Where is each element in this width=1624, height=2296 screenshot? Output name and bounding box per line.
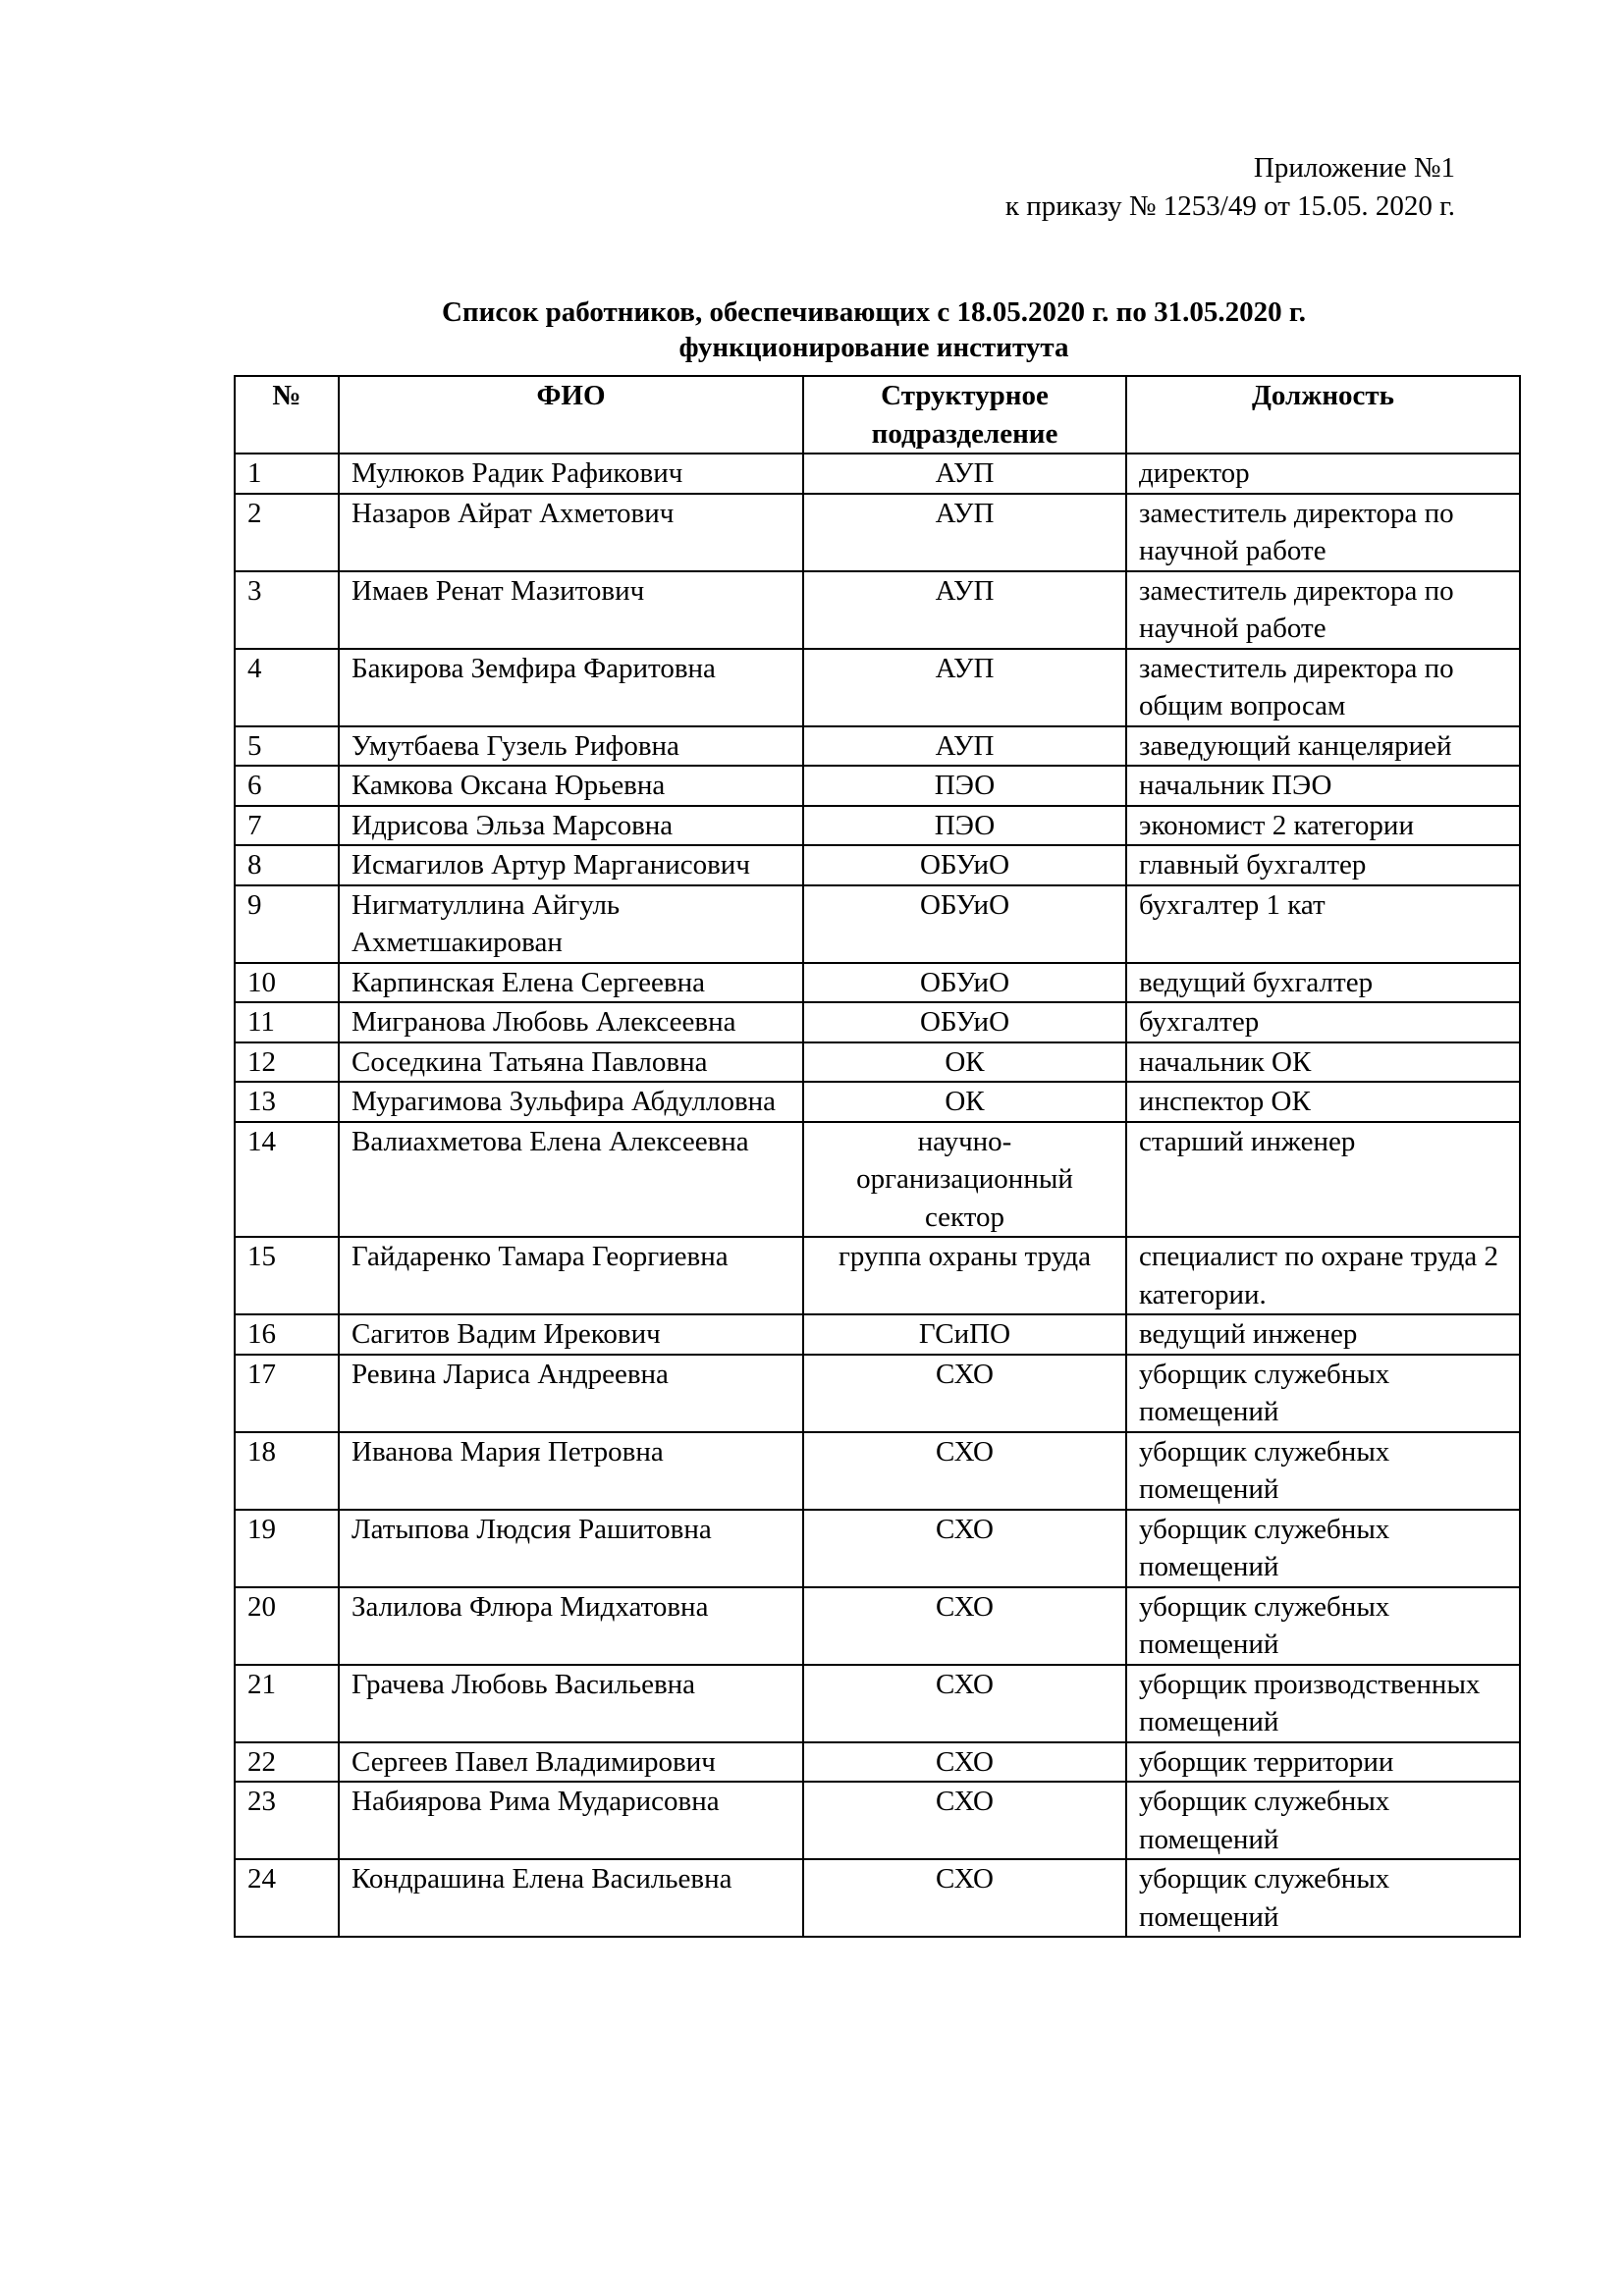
job-position: уборщик территории (1126, 1742, 1520, 1783)
row-number: 2 (235, 494, 339, 571)
column-header-department: Структурное подразделение (803, 376, 1126, 454)
appendix-header (1005, 149, 1455, 226)
job-position: начальник ПЭО (1126, 766, 1520, 806)
row-number: 7 (235, 806, 339, 846)
department: ПЭО (803, 766, 1126, 806)
row-number: 19 (235, 1510, 339, 1587)
employee-name: Грачева Любовь Васильевна (339, 1665, 803, 1742)
employee-name: Ревина Лариса Андреевна (339, 1355, 803, 1432)
department: научно-организационный сектор (803, 1122, 1126, 1238)
row-number: 24 (235, 1859, 339, 1937)
table-row (235, 885, 1520, 963)
job-position: уборщик служебных помещений (1126, 1355, 1520, 1432)
table-row (235, 726, 1520, 767)
table-row (235, 1355, 1520, 1432)
department: СХО (803, 1859, 1126, 1937)
table-row (235, 1859, 1520, 1937)
department: группа охраны труда (803, 1237, 1126, 1314)
table-header (235, 376, 1520, 454)
employee-name: Мурагимова Зульфира Абдулловна (339, 1082, 803, 1122)
table-row (235, 1237, 1520, 1314)
job-position: заместитель директора по общим вопросам (1126, 649, 1520, 726)
department: ОК (803, 1082, 1126, 1122)
table-row (235, 1042, 1520, 1083)
row-number: 12 (235, 1042, 339, 1083)
table-row (235, 1082, 1520, 1122)
department: АУП (803, 454, 1126, 494)
order-reference: к приказу № 1253/49 от 15.05. 2020 г. (1004, 190, 1455, 222)
employee-name: Гайдаренко Тамара Георгиевна (339, 1237, 803, 1314)
department: СХО (803, 1742, 1126, 1783)
table-row (235, 1742, 1520, 1783)
department: ПЭО (803, 806, 1126, 846)
title-line-1: Список работников, обеспечивающих с 18.05.2020 г. по 31.05.2020 г. (441, 296, 1306, 328)
table-row (235, 806, 1520, 846)
row-number: 10 (235, 963, 339, 1003)
department: ОБУиО (803, 885, 1126, 963)
table-row (235, 571, 1520, 649)
table-row (235, 1122, 1520, 1238)
table-row (235, 766, 1520, 806)
job-position: заместитель директора по научной работе (1126, 571, 1520, 649)
table-row (235, 1665, 1520, 1742)
employee-name: Соседкина Татьяна Павловна (339, 1042, 803, 1083)
row-number: 21 (235, 1665, 339, 1742)
job-position: старший инженер (1126, 1122, 1520, 1238)
employee-name: Нигматуллина Айгуль Ахметшакирован (339, 885, 803, 963)
employee-name: Мулюков Радик Рафикович (339, 454, 803, 494)
department: ОБУиО (803, 963, 1126, 1003)
job-position: уборщик производственных помещений (1126, 1665, 1520, 1742)
employee-name: Назаров Айрат Ахметович (339, 494, 803, 571)
row-number: 8 (235, 845, 339, 885)
row-number: 4 (235, 649, 339, 726)
job-position: уборщик служебных помещений (1126, 1587, 1520, 1665)
employee-name: Имаев Ренат Мазитович (339, 571, 803, 649)
department: СХО (803, 1587, 1126, 1665)
employee-name: Исмагилов Артур Марганисович (339, 845, 803, 885)
department: АУП (803, 494, 1126, 571)
job-position: бухгалтер (1126, 1002, 1520, 1042)
job-position: уборщик служебных помещений (1126, 1782, 1520, 1859)
job-position: уборщик служебных помещений (1126, 1432, 1520, 1510)
document-title (236, 294, 1512, 365)
row-number: 22 (235, 1742, 339, 1783)
department: ОБУиО (803, 845, 1126, 885)
job-position: специалист по охране труда 2 категории. (1126, 1237, 1520, 1314)
employee-name: Кондрашина Елена Васильевна (339, 1859, 803, 1937)
job-position: ведущий инженер (1126, 1314, 1520, 1355)
employee-name: Умутбаева Гузель Рифовна (339, 726, 803, 767)
header-row (235, 376, 1520, 454)
job-position: уборщик служебных помещений (1126, 1859, 1520, 1937)
department: ГСиПО (803, 1314, 1126, 1355)
employee-name: Бакирова Земфира Фаритовна (339, 649, 803, 726)
department: СХО (803, 1510, 1126, 1587)
table-row (235, 1587, 1520, 1665)
row-number: 23 (235, 1782, 339, 1859)
department: СХО (803, 1782, 1126, 1859)
row-number: 3 (235, 571, 339, 649)
row-number: 13 (235, 1082, 339, 1122)
staff-table (234, 375, 1521, 1938)
row-number: 15 (235, 1237, 339, 1314)
employee-name: Иванова Мария Петровна (339, 1432, 803, 1510)
table-row (235, 1314, 1520, 1355)
department: ОБУиО (803, 1002, 1126, 1042)
column-header-position: Должность (1126, 376, 1520, 454)
employee-name: Камкова Оксана Юрьевна (339, 766, 803, 806)
department: СХО (803, 1665, 1126, 1742)
job-position: уборщик служебных помещений (1126, 1510, 1520, 1587)
row-number: 18 (235, 1432, 339, 1510)
job-position: директор (1126, 454, 1520, 494)
employee-name: Набиярова Рима Мударисовна (339, 1782, 803, 1859)
department: АУП (803, 726, 1126, 767)
employee-name: Сагитов Вадим Ирекович (339, 1314, 803, 1355)
table-row (235, 649, 1520, 726)
title-line-2: функционирование института (678, 332, 1069, 363)
table-row (235, 1432, 1520, 1510)
table-row (235, 454, 1520, 494)
appendix-label: Приложение №1 (1253, 152, 1455, 184)
row-number: 9 (235, 885, 339, 963)
job-position: начальник ОК (1126, 1042, 1520, 1083)
column-header-name: ФИО (339, 376, 803, 454)
department: АУП (803, 571, 1126, 649)
job-position: инспектор ОК (1126, 1082, 1520, 1122)
row-number: 5 (235, 726, 339, 767)
row-number: 6 (235, 766, 339, 806)
employee-name: Валиахметова Елена Алексеевна (339, 1122, 803, 1238)
table-row (235, 494, 1520, 571)
job-position: заведующий канцелярией (1126, 726, 1520, 767)
table-row (235, 1782, 1520, 1859)
employee-name: Латыпова Людсия Рашитовна (339, 1510, 803, 1587)
table-row (235, 963, 1520, 1003)
table-row (235, 845, 1520, 885)
employee-name: Идрисова Эльза Марсовна (339, 806, 803, 846)
row-number: 11 (235, 1002, 339, 1042)
employee-name: Мигранова Любовь Алексеевна (339, 1002, 803, 1042)
employee-name: Карпинская Елена Сергеевна (339, 963, 803, 1003)
employee-name: Сергеев Павел Владимирович (339, 1742, 803, 1783)
table-row (235, 1002, 1520, 1042)
department: АУП (803, 649, 1126, 726)
job-position: ведущий бухгалтер (1126, 963, 1520, 1003)
row-number: 1 (235, 454, 339, 494)
department: ОК (803, 1042, 1126, 1083)
row-number: 17 (235, 1355, 339, 1432)
row-number: 20 (235, 1587, 339, 1665)
table-row (235, 1510, 1520, 1587)
row-number: 14 (235, 1122, 339, 1238)
job-position: экономист 2 категории (1126, 806, 1520, 846)
row-number: 16 (235, 1314, 339, 1355)
column-header-number: № (235, 376, 339, 454)
job-position: бухгалтер 1 кат (1126, 885, 1520, 963)
employee-name: Залилова Флюра Мидхатовна (339, 1587, 803, 1665)
job-position: главный бухгалтер (1126, 845, 1520, 885)
table-body (235, 454, 1520, 1937)
department: СХО (803, 1432, 1126, 1510)
job-position: заместитель директора по научной работе (1126, 494, 1520, 571)
department: СХО (803, 1355, 1126, 1432)
